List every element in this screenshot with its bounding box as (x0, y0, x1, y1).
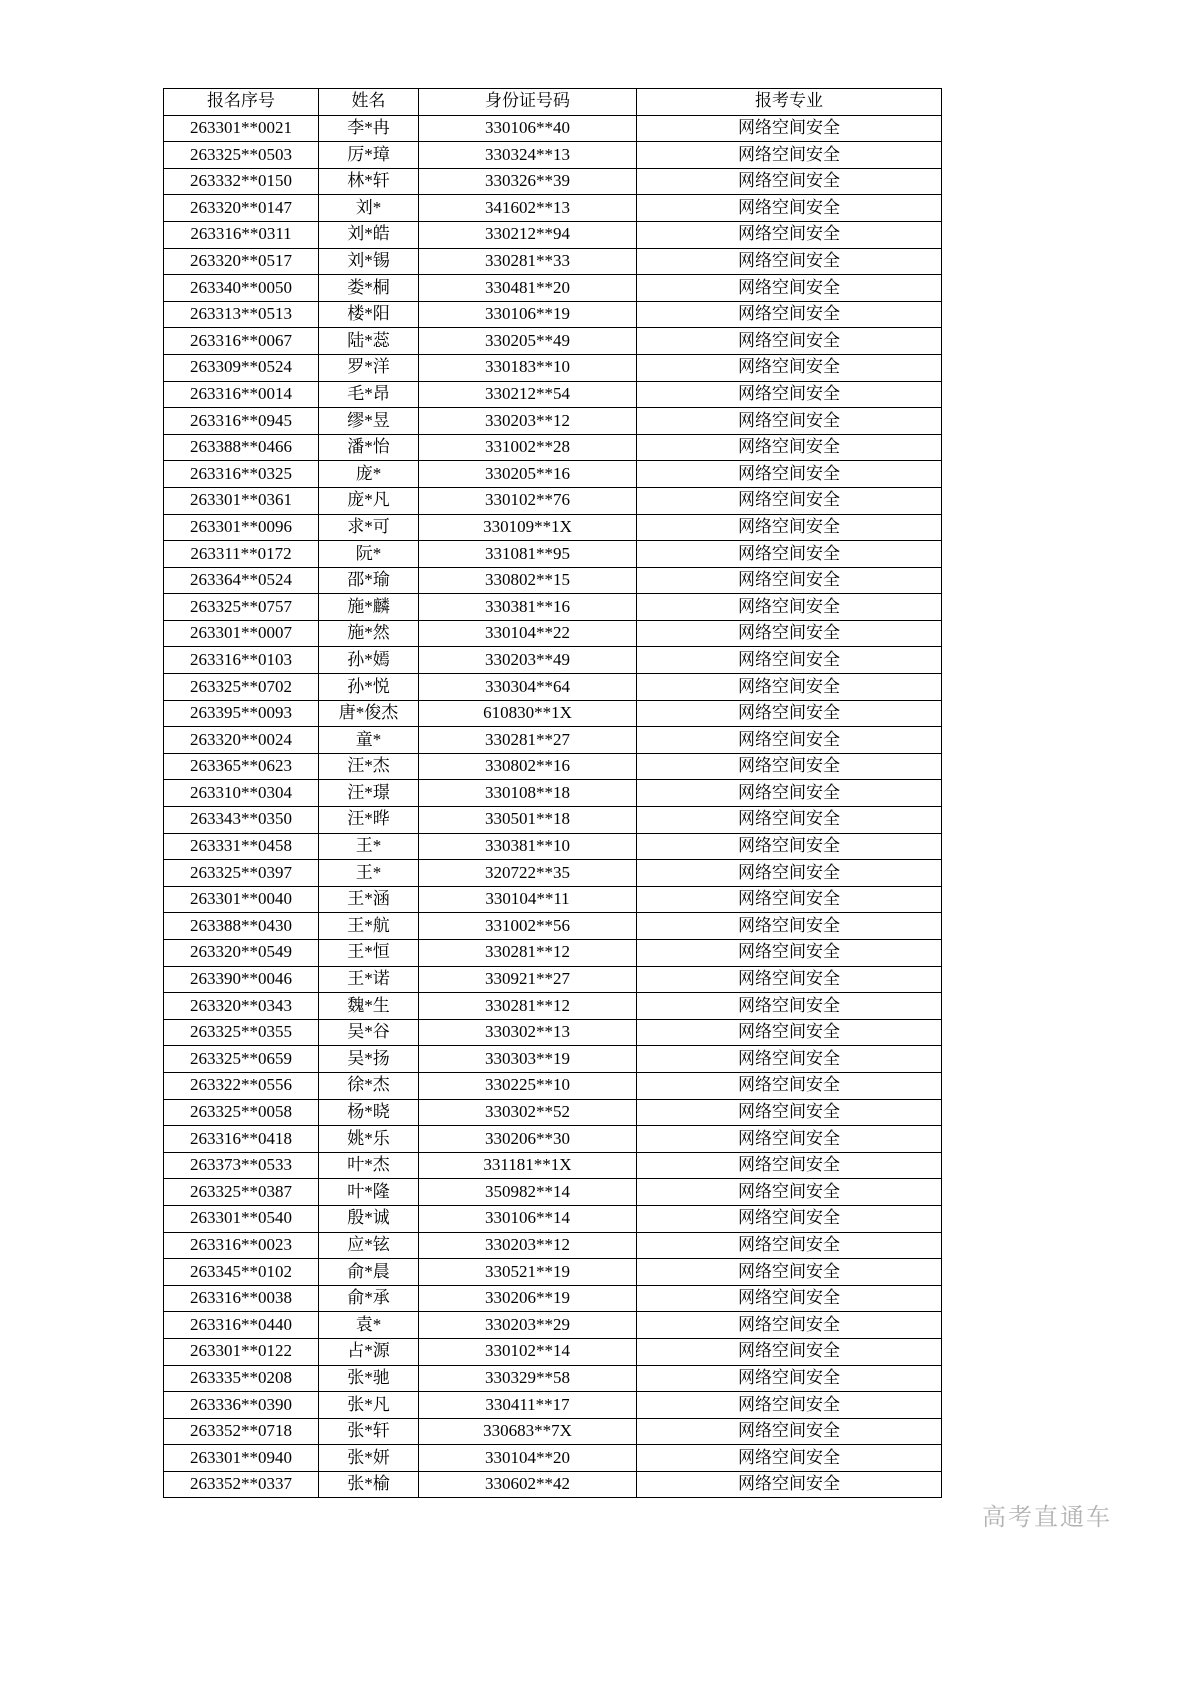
cell-registration-number: 263340**0050 (164, 275, 319, 302)
cell-major: 网络空间安全 (637, 833, 942, 860)
cell-id-number: 331002**28 (419, 434, 637, 461)
table-row (164, 913, 942, 940)
table-row (164, 1046, 942, 1073)
cell-id-number: 330104**22 (419, 620, 637, 647)
cell-id-number: 330203**29 (419, 1312, 637, 1339)
cell-major: 网络空间安全 (637, 1259, 942, 1286)
cell-name: 刘*皓 (319, 221, 419, 248)
cell-registration-number: 263301**0540 (164, 1205, 319, 1232)
table-row (164, 275, 942, 302)
cell-id-number: 330304**64 (419, 674, 637, 701)
cell-registration-number: 263301**0940 (164, 1445, 319, 1472)
cell-name: 张*妍 (319, 1445, 419, 1472)
cell-registration-number: 263335**0208 (164, 1365, 319, 1392)
cell-major: 网络空间安全 (637, 115, 942, 142)
cell-name: 唐*俊杰 (319, 700, 419, 727)
table-row (164, 620, 942, 647)
cell-registration-number: 263316**0945 (164, 408, 319, 435)
cell-id-number: 330326**39 (419, 168, 637, 195)
cell-name: 求*可 (319, 514, 419, 541)
cell-id-number: 330106**14 (419, 1205, 637, 1232)
table-row (164, 221, 942, 248)
table-body (164, 115, 942, 1498)
cell-major: 网络空间安全 (637, 620, 942, 647)
cell-registration-number: 263313**0513 (164, 301, 319, 328)
table-row (164, 993, 942, 1020)
cell-name: 施*然 (319, 620, 419, 647)
cell-name: 厉*璋 (319, 142, 419, 169)
cell-id-number: 330481**20 (419, 275, 637, 302)
cell-id-number: 330802**16 (419, 753, 637, 780)
cell-id-number: 330802**15 (419, 567, 637, 594)
cell-major: 网络空间安全 (637, 594, 942, 621)
cell-major: 网络空间安全 (637, 647, 942, 674)
table-row (164, 1232, 942, 1259)
cell-name: 王* (319, 833, 419, 860)
cell-name: 童* (319, 727, 419, 754)
cell-name: 汪*晔 (319, 807, 419, 834)
table-row (164, 195, 942, 222)
cell-registration-number: 263325**0659 (164, 1046, 319, 1073)
cell-registration-number: 263316**0067 (164, 328, 319, 355)
cell-name: 林*轩 (319, 168, 419, 195)
cell-major: 网络空间安全 (637, 514, 942, 541)
cell-name: 汪*杰 (319, 753, 419, 780)
cell-major: 网络空间安全 (637, 886, 942, 913)
cell-registration-number: 263309**0524 (164, 354, 319, 381)
cell-major: 网络空间安全 (637, 248, 942, 275)
cell-name: 施*麟 (319, 594, 419, 621)
table-row (164, 168, 942, 195)
cell-registration-number: 263388**0430 (164, 913, 319, 940)
cell-id-number: 330104**20 (419, 1445, 637, 1472)
cell-id-number: 331081**95 (419, 541, 637, 568)
cell-registration-number: 263301**0096 (164, 514, 319, 541)
cell-id-number: 330106**40 (419, 115, 637, 142)
cell-major: 网络空间安全 (637, 1019, 942, 1046)
cell-name: 邵*瑜 (319, 567, 419, 594)
cell-major: 网络空间安全 (637, 487, 942, 514)
cell-registration-number: 263343**0350 (164, 807, 319, 834)
table-row (164, 1312, 942, 1339)
cell-registration-number: 263325**0387 (164, 1179, 319, 1206)
cell-major: 网络空间安全 (637, 913, 942, 940)
table-row (164, 1445, 942, 1472)
cell-registration-number: 263311**0172 (164, 541, 319, 568)
cell-major: 网络空间安全 (637, 727, 942, 754)
cell-registration-number: 263320**0147 (164, 195, 319, 222)
cell-major: 网络空间安全 (637, 753, 942, 780)
table-header-row (164, 89, 942, 116)
cell-major: 网络空间安全 (637, 541, 942, 568)
cell-registration-number: 263365**0623 (164, 753, 319, 780)
cell-registration-number: 263352**0337 (164, 1471, 319, 1498)
cell-major: 网络空间安全 (637, 1152, 942, 1179)
cell-registration-number: 263325**0355 (164, 1019, 319, 1046)
cell-name: 叶*杰 (319, 1152, 419, 1179)
cell-name: 叶*隆 (319, 1179, 419, 1206)
cell-name: 吴*扬 (319, 1046, 419, 1073)
applicant-table (163, 88, 942, 1498)
cell-registration-number: 263316**0311 (164, 221, 319, 248)
cell-registration-number: 263322**0556 (164, 1072, 319, 1099)
cell-id-number: 330109**1X (419, 514, 637, 541)
cell-id-number: 330203**12 (419, 408, 637, 435)
cell-id-number: 330281**12 (419, 940, 637, 967)
cell-id-number: 330212**54 (419, 381, 637, 408)
cell-id-number: 330206**30 (419, 1126, 637, 1153)
table-row (164, 807, 942, 834)
table-row (164, 1285, 942, 1312)
cell-id-number: 330411**17 (419, 1392, 637, 1419)
cell-id-number: 341602**13 (419, 195, 637, 222)
cell-major: 网络空间安全 (637, 780, 942, 807)
cell-name: 杨*晓 (319, 1099, 419, 1126)
cell-name: 孙*悦 (319, 674, 419, 701)
cell-id-number: 610830**1X (419, 700, 637, 727)
cell-id-number: 331002**56 (419, 913, 637, 940)
cell-name: 张*轩 (319, 1418, 419, 1445)
table-row (164, 1205, 942, 1232)
cell-name: 庞* (319, 461, 419, 488)
cell-id-number: 350982**14 (419, 1179, 637, 1206)
cell-major: 网络空间安全 (637, 860, 942, 887)
cell-major: 网络空间安全 (637, 1365, 942, 1392)
cell-name: 殷*诚 (319, 1205, 419, 1232)
cell-name: 刘*锡 (319, 248, 419, 275)
cell-name: 娄*桐 (319, 275, 419, 302)
cell-registration-number: 263390**0046 (164, 966, 319, 993)
cell-major: 网络空间安全 (637, 567, 942, 594)
cell-registration-number: 263325**0702 (164, 674, 319, 701)
cell-major: 网络空间安全 (637, 1445, 942, 1472)
table-row (164, 1152, 942, 1179)
cell-name: 张*驰 (319, 1365, 419, 1392)
cell-registration-number: 263325**0058 (164, 1099, 319, 1126)
cell-id-number: 330329**58 (419, 1365, 637, 1392)
cell-registration-number: 263316**0014 (164, 381, 319, 408)
table-row (164, 1471, 942, 1498)
cell-major: 网络空间安全 (637, 301, 942, 328)
cell-major: 网络空间安全 (637, 408, 942, 435)
cell-major: 网络空间安全 (637, 700, 942, 727)
cell-major: 网络空间安全 (637, 940, 942, 967)
cell-id-number: 330302**13 (419, 1019, 637, 1046)
cell-registration-number: 263301**0007 (164, 620, 319, 647)
cell-id-number: 330205**16 (419, 461, 637, 488)
cell-id-number: 330521**19 (419, 1259, 637, 1286)
cell-name: 姚*乐 (319, 1126, 419, 1153)
cell-major: 网络空间安全 (637, 275, 942, 302)
cell-name: 阮* (319, 541, 419, 568)
cell-registration-number: 263320**0517 (164, 248, 319, 275)
cell-registration-number: 263388**0466 (164, 434, 319, 461)
cell-major: 网络空间安全 (637, 1471, 942, 1498)
header-registration-number: 报名序号 (164, 89, 319, 116)
cell-registration-number: 263316**0103 (164, 647, 319, 674)
cell-registration-number: 263332**0150 (164, 168, 319, 195)
cell-id-number: 330381**10 (419, 833, 637, 860)
cell-registration-number: 263320**0549 (164, 940, 319, 967)
cell-major: 网络空间安全 (637, 381, 942, 408)
cell-major: 网络空间安全 (637, 1392, 942, 1419)
cell-registration-number: 263331**0458 (164, 833, 319, 860)
cell-major: 网络空间安全 (637, 195, 942, 222)
cell-name: 徐*杰 (319, 1072, 419, 1099)
cell-major: 网络空间安全 (637, 1205, 942, 1232)
cell-major: 网络空间安全 (637, 1179, 942, 1206)
table-row (164, 514, 942, 541)
header-name: 姓名 (319, 89, 419, 116)
cell-major: 网络空间安全 (637, 1418, 942, 1445)
table-row (164, 328, 942, 355)
cell-major: 网络空间安全 (637, 168, 942, 195)
cell-id-number: 330203**12 (419, 1232, 637, 1259)
cell-registration-number: 263364**0524 (164, 567, 319, 594)
cell-name: 王*航 (319, 913, 419, 940)
table-row (164, 381, 942, 408)
cell-name: 汪*璟 (319, 780, 419, 807)
cell-name: 王* (319, 860, 419, 887)
cell-registration-number: 263301**0122 (164, 1338, 319, 1365)
table-row (164, 248, 942, 275)
table-row (164, 700, 942, 727)
table-row (164, 408, 942, 435)
cell-id-number: 330106**19 (419, 301, 637, 328)
table-row (164, 487, 942, 514)
cell-registration-number: 263373**0533 (164, 1152, 319, 1179)
cell-registration-number: 263320**0343 (164, 993, 319, 1020)
table-row (164, 142, 942, 169)
table-row (164, 541, 942, 568)
cell-id-number: 330683**7X (419, 1418, 637, 1445)
cell-id-number: 330183**10 (419, 354, 637, 381)
table-row (164, 1392, 942, 1419)
cell-registration-number: 263352**0718 (164, 1418, 319, 1445)
cell-registration-number: 263325**0397 (164, 860, 319, 887)
cell-id-number: 330281**12 (419, 993, 637, 1020)
table-row (164, 1418, 942, 1445)
header-id-number: 身份证号码 (419, 89, 637, 116)
cell-name: 张*榆 (319, 1471, 419, 1498)
cell-name: 王*涵 (319, 886, 419, 913)
header-major: 报考专业 (637, 89, 942, 116)
cell-name: 毛*昂 (319, 381, 419, 408)
watermark: 高考直通车 (982, 1504, 1112, 1531)
cell-name: 罗*洋 (319, 354, 419, 381)
cell-major: 网络空间安全 (637, 1099, 942, 1126)
cell-id-number: 330302**52 (419, 1099, 637, 1126)
table-row (164, 434, 942, 461)
cell-id-number: 330324**13 (419, 142, 637, 169)
cell-major: 网络空间安全 (637, 354, 942, 381)
cell-id-number: 330102**14 (419, 1338, 637, 1365)
cell-registration-number: 263316**0023 (164, 1232, 319, 1259)
cell-name: 魏*生 (319, 993, 419, 1020)
cell-id-number: 330501**18 (419, 807, 637, 834)
cell-id-number: 330281**33 (419, 248, 637, 275)
cell-registration-number: 263316**0038 (164, 1285, 319, 1312)
cell-id-number: 331181**1X (419, 1152, 637, 1179)
cell-registration-number: 263320**0024 (164, 727, 319, 754)
table-row (164, 1019, 942, 1046)
table-row (164, 833, 942, 860)
cell-major: 网络空间安全 (637, 1312, 942, 1339)
cell-major: 网络空间安全 (637, 674, 942, 701)
cell-name: 俞*承 (319, 1285, 419, 1312)
table-row (164, 1259, 942, 1286)
cell-name: 袁* (319, 1312, 419, 1339)
cell-major: 网络空间安全 (637, 1072, 942, 1099)
cell-registration-number: 263316**0440 (164, 1312, 319, 1339)
cell-name: 刘* (319, 195, 419, 222)
cell-id-number: 320722**35 (419, 860, 637, 887)
cell-id-number: 330212**94 (419, 221, 637, 248)
cell-major: 网络空间安全 (637, 221, 942, 248)
table-row (164, 301, 942, 328)
cell-name: 吴*谷 (319, 1019, 419, 1046)
table-row (164, 966, 942, 993)
table-row (164, 727, 942, 754)
cell-registration-number: 263301**0361 (164, 487, 319, 514)
table-row (164, 886, 942, 913)
cell-major: 网络空间安全 (637, 1232, 942, 1259)
cell-registration-number: 263345**0102 (164, 1259, 319, 1286)
table-row (164, 1072, 942, 1099)
table-row (164, 461, 942, 488)
cell-name: 缪*昱 (319, 408, 419, 435)
cell-name: 张*凡 (319, 1392, 419, 1419)
table-row (164, 674, 942, 701)
cell-id-number: 330206**19 (419, 1285, 637, 1312)
cell-name: 俞*晨 (319, 1259, 419, 1286)
cell-id-number: 330104**11 (419, 886, 637, 913)
table-row (164, 780, 942, 807)
table-row (164, 647, 942, 674)
cell-major: 网络空间安全 (637, 1338, 942, 1365)
table-row (164, 567, 942, 594)
cell-registration-number: 263316**0325 (164, 461, 319, 488)
cell-major: 网络空间安全 (637, 1126, 942, 1153)
cell-registration-number: 263301**0021 (164, 115, 319, 142)
cell-major: 网络空间安全 (637, 1285, 942, 1312)
cell-id-number: 330303**19 (419, 1046, 637, 1073)
cell-name: 孙*嫣 (319, 647, 419, 674)
cell-id-number: 330102**76 (419, 487, 637, 514)
cell-name: 楼*阳 (319, 301, 419, 328)
cell-major: 网络空间安全 (637, 807, 942, 834)
cell-id-number: 330108**18 (419, 780, 637, 807)
cell-id-number: 330225**10 (419, 1072, 637, 1099)
cell-registration-number: 263336**0390 (164, 1392, 319, 1419)
cell-registration-number: 263316**0418 (164, 1126, 319, 1153)
cell-registration-number: 263325**0757 (164, 594, 319, 621)
cell-major: 网络空间安全 (637, 142, 942, 169)
cell-registration-number: 263301**0040 (164, 886, 319, 913)
cell-id-number: 330205**49 (419, 328, 637, 355)
cell-name: 应*铉 (319, 1232, 419, 1259)
table-row (164, 354, 942, 381)
cell-registration-number: 263310**0304 (164, 780, 319, 807)
table-row (164, 1126, 942, 1153)
table-row (164, 115, 942, 142)
cell-name: 陆*蕊 (319, 328, 419, 355)
cell-registration-number: 263395**0093 (164, 700, 319, 727)
cell-name: 占*源 (319, 1338, 419, 1365)
cell-major: 网络空间安全 (637, 993, 942, 1020)
cell-major: 网络空间安全 (637, 461, 942, 488)
cell-id-number: 330602**42 (419, 1471, 637, 1498)
table-row (164, 1365, 942, 1392)
cell-name: 李*冉 (319, 115, 419, 142)
table-row (164, 940, 942, 967)
cell-name: 潘*怡 (319, 434, 419, 461)
cell-name: 王*恒 (319, 940, 419, 967)
table-row (164, 1099, 942, 1126)
table-row (164, 1338, 942, 1365)
cell-id-number: 330921**27 (419, 966, 637, 993)
table-row (164, 860, 942, 887)
cell-registration-number: 263325**0503 (164, 142, 319, 169)
cell-major: 网络空间安全 (637, 1046, 942, 1073)
cell-id-number: 330381**16 (419, 594, 637, 621)
cell-major: 网络空间安全 (637, 434, 942, 461)
table-row (164, 594, 942, 621)
table-row (164, 753, 942, 780)
cell-name: 庞*凡 (319, 487, 419, 514)
table-row (164, 1179, 942, 1206)
cell-name: 王*诺 (319, 966, 419, 993)
cell-major: 网络空间安全 (637, 966, 942, 993)
cell-id-number: 330281**27 (419, 727, 637, 754)
cell-major: 网络空间安全 (637, 328, 942, 355)
cell-id-number: 330203**49 (419, 647, 637, 674)
